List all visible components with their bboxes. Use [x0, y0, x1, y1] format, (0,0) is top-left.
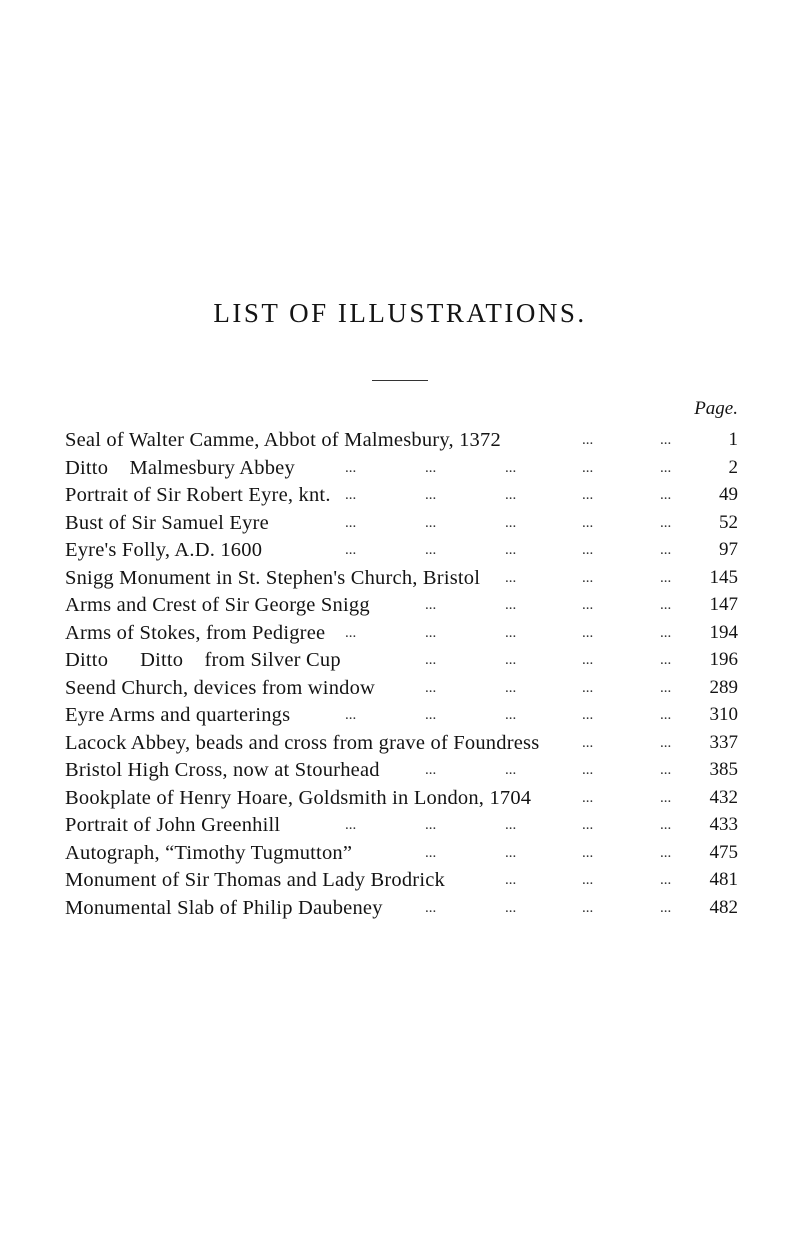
- list-item: [0, 701, 800, 729]
- leader-dots: ...: [345, 624, 357, 641]
- list-item: [0, 729, 800, 757]
- page-number: 1: [728, 429, 738, 450]
- leader-dots: ...: [345, 514, 357, 531]
- illustration-title: Arms of Stokes, from Pedigree: [65, 621, 326, 644]
- leader-dots: ...: [660, 762, 672, 778]
- illustration-title: Bristol High Cross, now at Stourhead: [65, 759, 380, 781]
- leader-dots: ...: [660, 542, 672, 558]
- list-item: [0, 564, 800, 592]
- list-item: [0, 756, 800, 784]
- list-item: [0, 839, 800, 867]
- leader-dots: ...: [582, 817, 594, 833]
- leader-dots: ...: [425, 459, 437, 476]
- leader-dots: ...: [425, 624, 437, 641]
- page-number: 433: [709, 814, 738, 835]
- leader-dots: ...: [345, 542, 357, 558]
- leader-dots: ...: [505, 817, 517, 833]
- leader-dots: ...: [505, 624, 517, 641]
- leader-dots: ...: [425, 597, 437, 613]
- leader-dots: ...: [660, 707, 672, 723]
- list-item: [0, 811, 800, 839]
- list-item: [0, 894, 800, 922]
- leader-dots: ...: [582, 597, 594, 613]
- leader-dots: ...: [582, 487, 594, 503]
- leader-dots: ...: [660, 844, 672, 861]
- leader-dots: ...: [582, 569, 594, 586]
- list-item: [0, 536, 800, 564]
- leader-dots: ...: [505, 679, 517, 696]
- illustration-title: Portrait of Sir Robert Eyre, knt.: [65, 484, 331, 506]
- page-number: 97: [719, 539, 738, 560]
- leader-dots: ...: [582, 514, 594, 531]
- illustration-title: Bust of Sir Samuel Eyre: [65, 511, 269, 534]
- leader-dots: ...: [505, 762, 517, 778]
- illustration-title: Portrait of John Greenhill: [65, 814, 281, 836]
- leader-dots: ...: [582, 899, 594, 916]
- page-number: 482: [709, 896, 738, 918]
- page-number: 2: [728, 456, 738, 478]
- leader-dots: ...: [425, 542, 437, 558]
- leader-dots: ...: [660, 597, 672, 613]
- leader-dots: ...: [425, 844, 437, 861]
- leader-dots: ...: [425, 817, 437, 833]
- illustration-title: Seal of Walter Camme, Abbot of Malmesbury, 1372: [65, 429, 501, 451]
- page-number: 147: [709, 594, 738, 615]
- illustration-title: Eyre's Folly, A.D. 1600: [65, 539, 263, 561]
- leader-dots: ...: [425, 652, 437, 668]
- leader-dots: ...: [345, 487, 357, 503]
- page-number: 52: [719, 511, 738, 533]
- leader-dots: ...: [582, 652, 594, 668]
- leader-dots: ...: [660, 459, 672, 476]
- list-item: [0, 674, 800, 702]
- leader-dots: ...: [660, 789, 672, 806]
- page-number: 385: [709, 759, 738, 780]
- illustration-title: Monument of Sir Thomas and Lady Brodrick: [65, 869, 445, 891]
- illustration-title: Ditto Malmesbury Abbey: [65, 456, 295, 479]
- leader-dots: ...: [582, 734, 594, 751]
- page-number: 432: [709, 786, 738, 808]
- list-item: [0, 426, 800, 454]
- illustration-title: Ditto Ditto from Silver Cup: [65, 649, 341, 671]
- illustration-title: Autograph, “Timothy Tugmutton”: [65, 841, 353, 864]
- page-number: 194: [709, 621, 738, 643]
- list-item: [0, 509, 800, 537]
- list-item: [0, 866, 800, 894]
- leader-dots: ...: [425, 679, 437, 696]
- list-item: [0, 591, 800, 619]
- leader-dots: ...: [660, 569, 672, 586]
- leader-dots: ...: [582, 762, 594, 778]
- leader-dots: ...: [660, 734, 672, 751]
- leader-dots: ...: [505, 707, 517, 723]
- leader-dots: ...: [660, 679, 672, 696]
- leader-dots: ...: [582, 679, 594, 696]
- leader-dots: ...: [425, 707, 437, 723]
- leader-dots: ...: [582, 432, 594, 448]
- leader-dots: ...: [582, 872, 594, 888]
- list-item: [0, 481, 800, 509]
- leader-dots: ...: [425, 899, 437, 916]
- page-number: 289: [709, 676, 738, 698]
- leader-dots: ...: [582, 789, 594, 806]
- title-divider: [372, 380, 428, 381]
- leader-dots: ...: [582, 844, 594, 861]
- page-title: LIST OF ILLUSTRATIONS.: [213, 298, 587, 328]
- page-number: 196: [709, 649, 738, 670]
- leader-dots: ...: [345, 707, 357, 723]
- illustration-title: Bookplate of Henry Hoare, Goldsmith in London, 1704: [65, 786, 532, 809]
- leader-dots: ...: [505, 844, 517, 861]
- leader-dots: ...: [505, 597, 517, 613]
- leader-dots: ...: [505, 569, 517, 586]
- page-column-heading: Page.: [694, 398, 738, 419]
- leader-dots: ...: [660, 487, 672, 503]
- leader-dots: ...: [505, 872, 517, 888]
- page-number: 337: [709, 731, 738, 753]
- leader-dots: ...: [505, 652, 517, 668]
- illustration-title: Lacock Abbey, beads and cross from grave of Foundress: [65, 731, 540, 754]
- page-number: 481: [709, 869, 738, 890]
- leader-dots: ...: [505, 487, 517, 503]
- leader-dots: ...: [425, 514, 437, 531]
- leader-dots: ...: [582, 459, 594, 476]
- list-item: [0, 454, 800, 482]
- page-number: 475: [709, 841, 738, 863]
- leader-dots: ...: [660, 514, 672, 531]
- leader-dots: ...: [345, 817, 357, 833]
- leader-dots: ...: [660, 432, 672, 448]
- leader-dots: ...: [505, 899, 517, 916]
- leader-dots: ...: [582, 624, 594, 641]
- illustration-title: Arms and Crest of Sir George Snigg: [65, 594, 370, 616]
- leader-dots: ...: [582, 542, 594, 558]
- page-number: 145: [709, 566, 738, 588]
- leader-dots: ...: [660, 652, 672, 668]
- leader-dots: ...: [505, 542, 517, 558]
- leader-dots: ...: [660, 872, 672, 888]
- list-item: [0, 619, 800, 647]
- leader-dots: ...: [425, 762, 437, 778]
- leader-dots: ...: [582, 707, 594, 723]
- list-item: [0, 784, 800, 812]
- list-item: [0, 646, 800, 674]
- leader-dots: ...: [505, 514, 517, 531]
- leader-dots: ...: [505, 459, 517, 476]
- illustration-title: Snigg Monument in St. Stephen's Church, Bristol: [65, 566, 481, 589]
- illustration-title: Eyre Arms and quarterings: [65, 704, 291, 726]
- illustration-title: Seend Church, devices from window: [65, 676, 376, 699]
- leader-dots: ...: [345, 459, 357, 476]
- leader-dots: ...: [425, 487, 437, 503]
- leader-dots: ...: [660, 899, 672, 916]
- page-number: 310: [709, 704, 738, 725]
- illustration-title: Monumental Slab of Philip Daubeney: [65, 896, 383, 919]
- leader-dots: ...: [660, 624, 672, 641]
- leader-dots: ...: [660, 817, 672, 833]
- page-number: 49: [719, 484, 738, 505]
